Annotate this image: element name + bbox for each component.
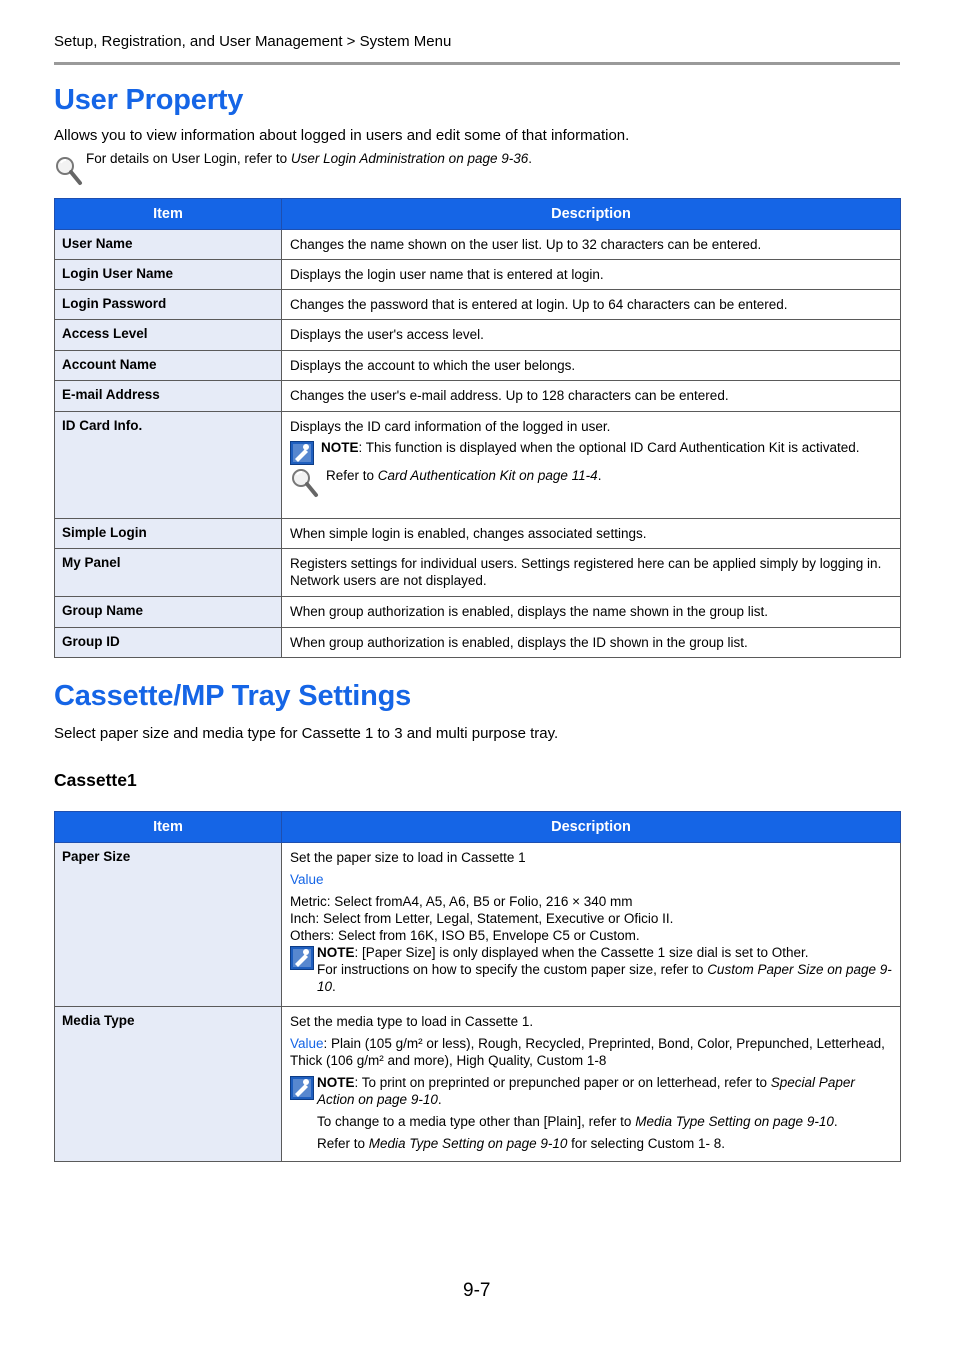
table-row bbox=[55, 597, 901, 628]
user-property-table bbox=[54, 198, 901, 658]
item-cell: ID Card Info. bbox=[55, 412, 282, 519]
section-title-cassette-settings: Cassette/MP Tray Settings bbox=[54, 680, 412, 712]
table-row bbox=[55, 260, 901, 290]
user-login-reference: For details on User Login, refer to User Login Administration on page 9-36. bbox=[86, 151, 533, 166]
description-cell: When simple login is enabled, changes associated settings. bbox=[282, 519, 901, 549]
description-cell: Registers settings for individual users. Settings registered here can be applied simply by logging in. Network users are not displayed. bbox=[282, 549, 901, 597]
table-row bbox=[55, 519, 901, 549]
table-row bbox=[55, 230, 901, 260]
description-cell: Displays the account to which the user belongs. bbox=[282, 351, 901, 381]
item-cell: My Panel bbox=[55, 549, 282, 597]
item-cell: Account Name bbox=[55, 351, 282, 381]
custom-paper-size-link[interactable]: Custom Paper Size on page 9-10 bbox=[317, 962, 892, 994]
note-icon bbox=[290, 1076, 314, 1100]
description-cell: Changes the name shown on the user list. Up to 32 characters can be entered. bbox=[282, 230, 901, 260]
breadcrumb: Setup, Registration, and User Management > System Menu bbox=[54, 33, 452, 50]
magnifier-icon bbox=[290, 467, 320, 499]
item-cell: Login User Name bbox=[55, 260, 282, 290]
table-row bbox=[55, 290, 901, 320]
user-login-link[interactable]: User Login Administration on page 9-36 bbox=[290, 151, 529, 166]
description-cell: Changes the password that is entered at login. Up to 64 characters can be entered. bbox=[282, 290, 901, 320]
cassette-settings-intro: Select paper size and media type for Cassette 1 to 3 and multi purpose tray. bbox=[54, 725, 559, 742]
table-row bbox=[55, 628, 901, 658]
item-cell: Paper Size bbox=[55, 843, 282, 1007]
subsection-title-cassette1: Cassette1 bbox=[54, 770, 137, 790]
item-cell: Media Type bbox=[55, 1007, 282, 1162]
description-cell: Set the media type to load in Cassette 1. Value: Plain (105 g/m² or less), Rough, Recycled, Preprinted, Bond, Color, Prepunched, Letterhead, Thick (106 g/m² and more), High Quality, Custom 1-8 NOTE: To print on preprinted or prepunched paper or on letterhead, refer to Special Paper Action on page 9-10. To change to a media type other than [Plain], refer to Media Type Setting on page 9-10. Refer to Media Type Setting on page 9-10 for selecting Custom 1- 8. bbox=[282, 1007, 901, 1162]
column-header-item: Item bbox=[55, 199, 282, 230]
note: NOTE: [Paper Size] is only displayed when the Cassette 1 size dial is set to Other. For instructions on how to specify the custom paper size, refer to Custom Paper Size on page 9-10. bbox=[290, 944, 892, 995]
description-cell: Set the paper size to load in Cassette 1 Value Metric: Select fromA4, A5, A6, B5 or Folio, 216 × 340 mm Inch: Select from Letter, Legal, Statement, Executive or Oficio II. Others: Select from 16K, ISO B5, Envelope C5 or Custom. NOTE: [Paper Size] is only displayed when the Cassette 1 size dial is set to Other. For instructions on how to specify the custom paper size, refer to Custom Paper Size on page 9-10. bbox=[282, 843, 901, 1007]
table-row bbox=[55, 549, 901, 597]
description-cell: Changes the user's e-mail address. Up to 128 characters can be entered. bbox=[282, 381, 901, 412]
description-cell: Displays the ID card information of the logged in user. NOTE: This function is displayed when the optional ID Card Authentication Kit is activated. Refer to Card Authentication Kit on page 11-4. bbox=[282, 412, 901, 519]
card-auth-kit-link[interactable]: Card Authentication Kit on page 11-4 bbox=[377, 468, 598, 483]
reference: Refer to Card Authentication Kit on page 11-4. bbox=[290, 467, 892, 499]
table-row bbox=[55, 351, 901, 381]
description-cell: When group authorization is enabled, displays the name shown in the group list. bbox=[282, 597, 901, 628]
special-paper-action-link[interactable]: Special Paper Action on page 9-10 bbox=[317, 1075, 855, 1107]
item-cell: Group Name bbox=[55, 597, 282, 628]
note: NOTE: To print on preprinted or prepunched paper or on letterhead, refer to Special Paper Action on page 9-10. bbox=[290, 1074, 892, 1108]
column-header-description: Description bbox=[282, 199, 901, 230]
note: NOTE: This function is displayed when the optional ID Card Authentication Kit is activated. bbox=[290, 439, 892, 465]
table-row bbox=[55, 320, 901, 351]
item-cell: E-mail Address bbox=[55, 381, 282, 412]
table-row bbox=[55, 1007, 901, 1162]
item-cell: Access Level bbox=[55, 320, 282, 351]
user-property-intro: Allows you to view information about logged in users and edit some of that information. bbox=[54, 127, 630, 144]
magnifier-icon bbox=[54, 155, 84, 187]
table-row bbox=[55, 412, 901, 519]
value-label: Value bbox=[290, 1036, 324, 1051]
column-header-description: Description bbox=[282, 812, 901, 843]
media-type-setting-link[interactable]: Media Type Setting on page 9-10 bbox=[635, 1114, 834, 1129]
table-row bbox=[55, 843, 901, 1007]
cassette1-table bbox=[54, 811, 901, 1162]
item-cell: Simple Login bbox=[55, 519, 282, 549]
item-cell: Login Password bbox=[55, 290, 282, 320]
table-row bbox=[55, 381, 901, 412]
header-rule bbox=[54, 62, 900, 65]
item-cell: Group ID bbox=[55, 628, 282, 658]
column-header-item: Item bbox=[55, 812, 282, 843]
description-cell: Displays the user's access level. bbox=[282, 320, 901, 351]
media-type-setting-link[interactable]: Media Type Setting on page 9-10 bbox=[368, 1136, 568, 1151]
page-number: 9-7 bbox=[463, 1280, 491, 1301]
item-cell: User Name bbox=[55, 230, 282, 260]
note-icon bbox=[290, 441, 314, 465]
note-icon bbox=[290, 946, 314, 970]
section-title-user-property: User Property bbox=[54, 84, 244, 116]
description-cell: When group authorization is enabled, displays the ID shown in the group list. bbox=[282, 628, 901, 658]
value-label: Value bbox=[290, 872, 324, 887]
description-cell: Displays the login user name that is entered at login. bbox=[282, 260, 901, 290]
